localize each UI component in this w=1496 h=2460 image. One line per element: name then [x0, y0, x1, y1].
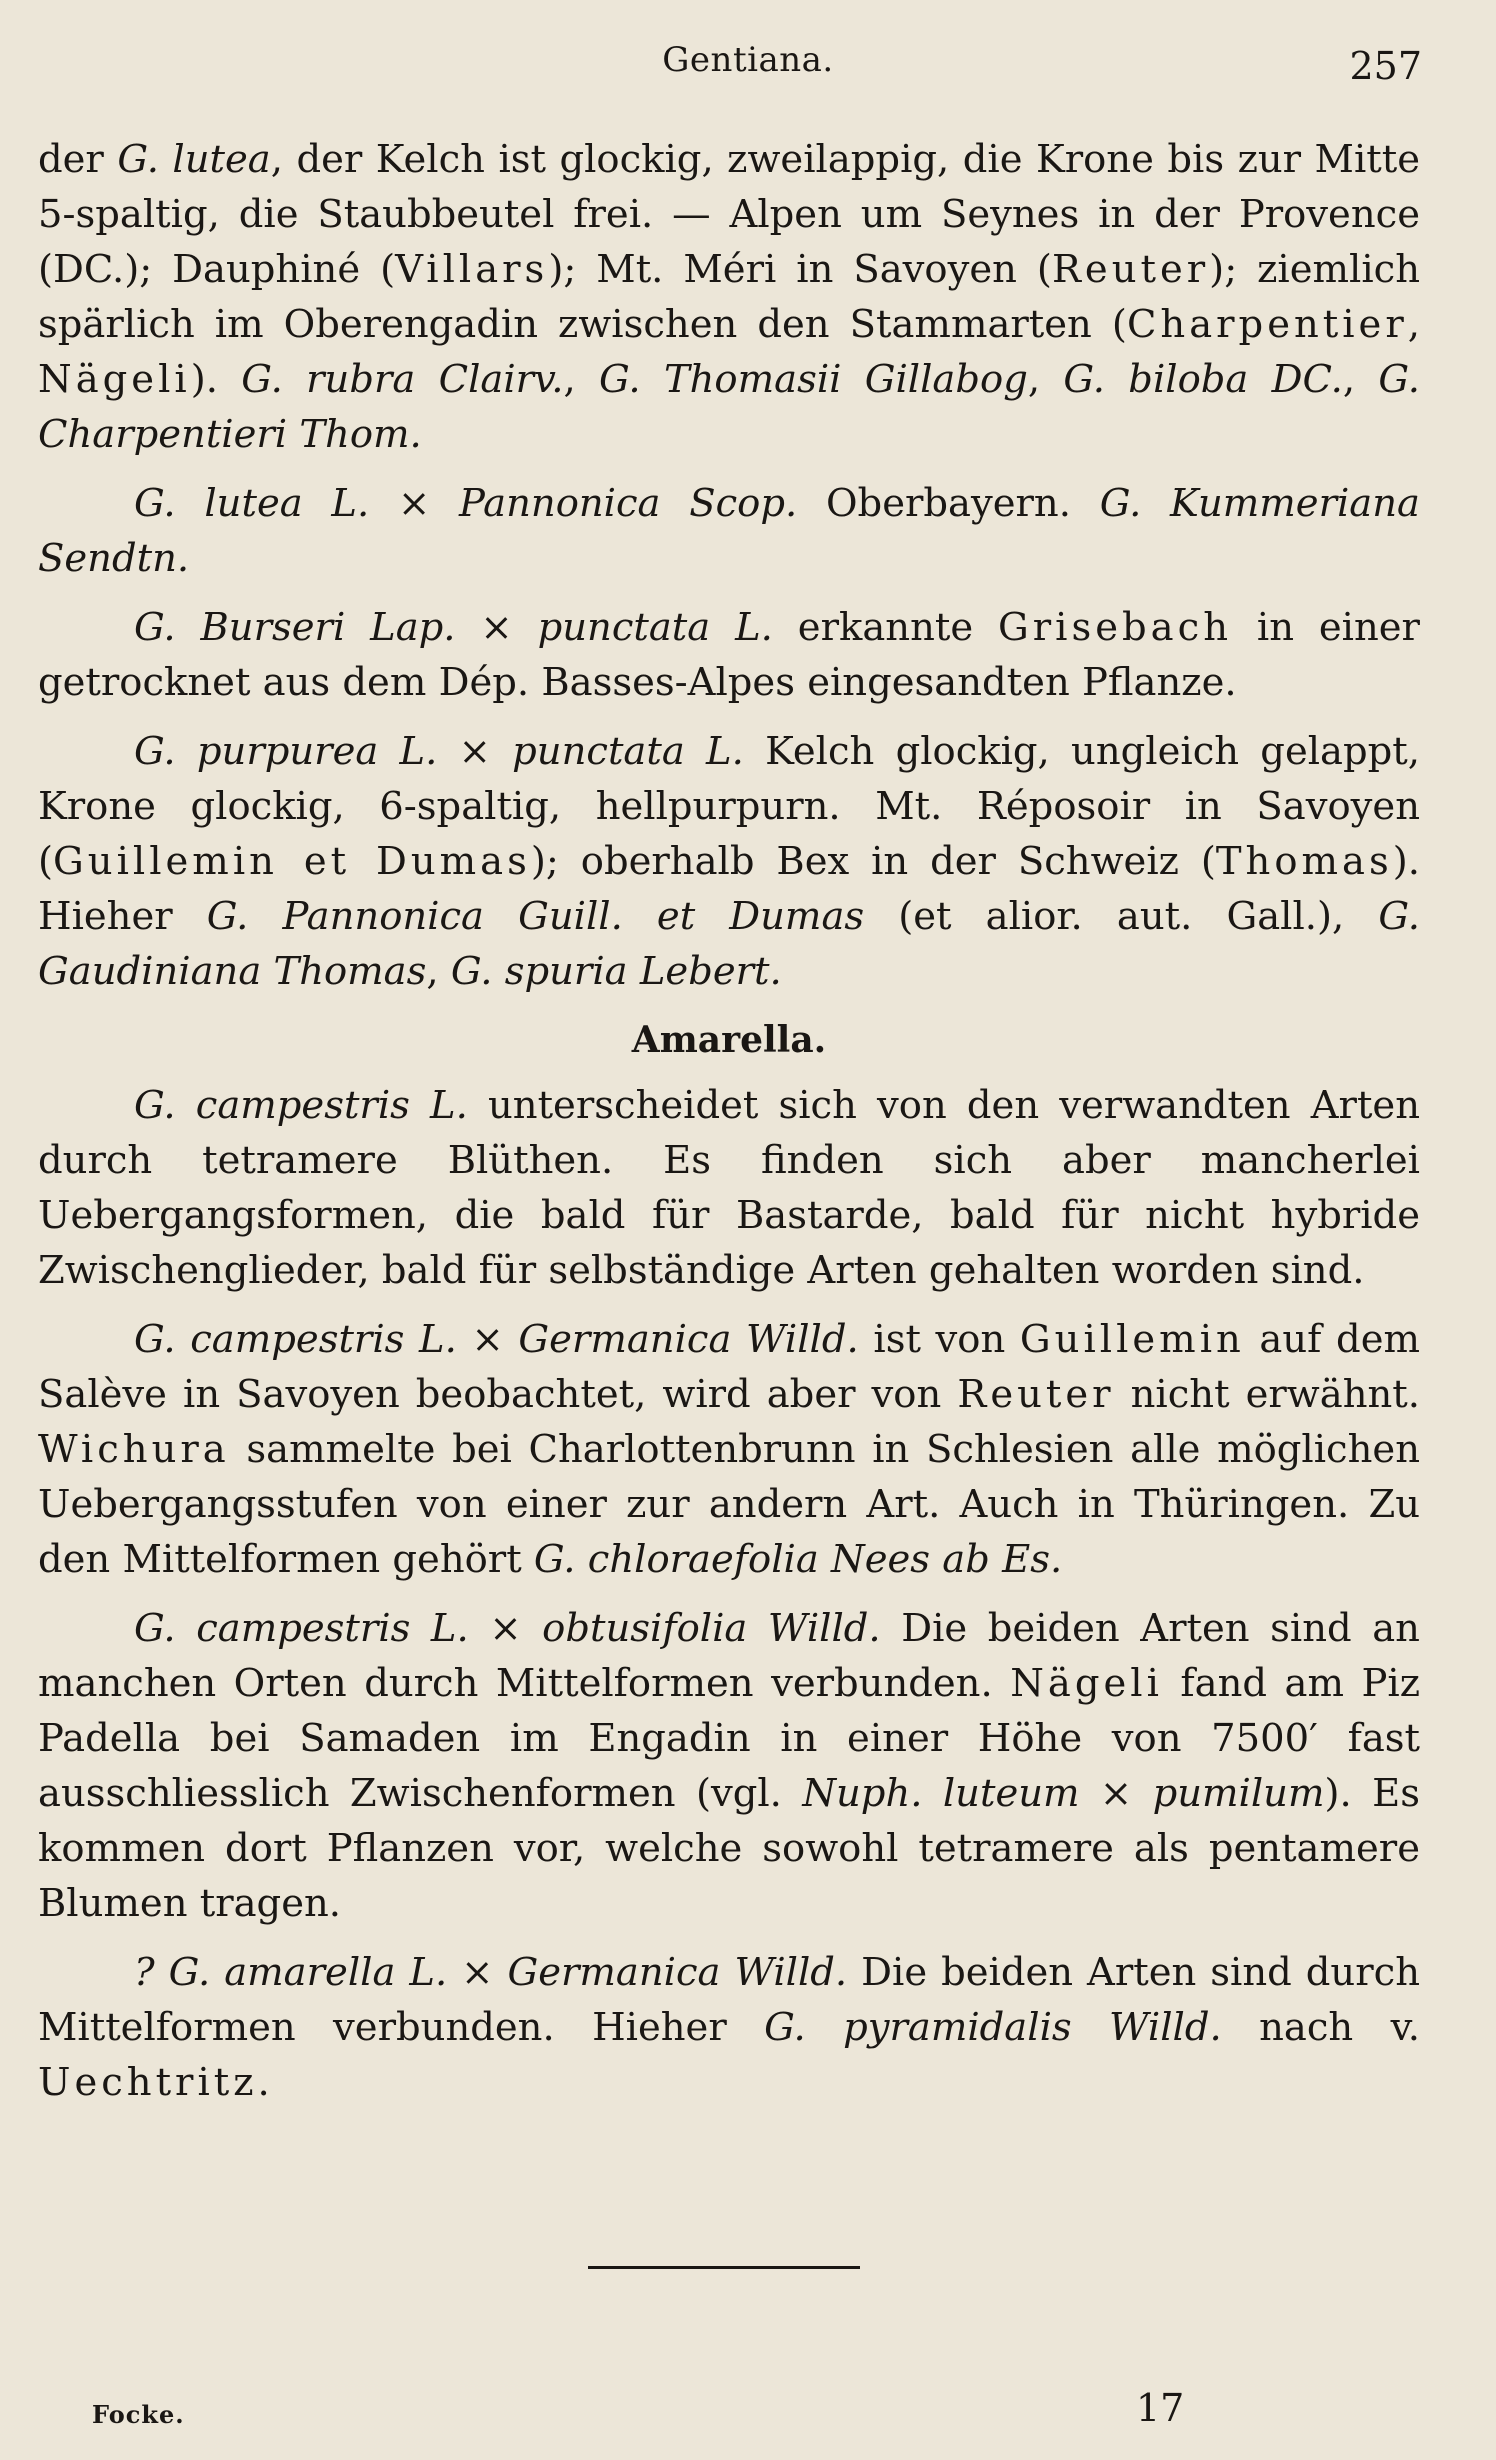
paragraph-lutea-pannonica: G. lutea L. × Pannonica Scop. Oberbayern. G. Kummeriana Sendtn. — [38, 481, 1420, 581]
paragraph-campestris-intro: G. campestris L. unterscheidet sich von den verwandten Arten durch tetramere Blüthen. Es finden sich aber mancherlei Uebergangsformen, die bald für Bastarde, bald für nicht hybride Zwischenglieder, bald für selbständige Arten gehalten worden sind. — [38, 1083, 1420, 1293]
section-end-rule — [588, 2266, 860, 2269]
signature-sheet-number: 17 — [1136, 2386, 1185, 2430]
paragraph-purpurea-punctata: G. purpurea L. × punctata L. Kelch glockig, ungleich gelappt, Krone glockig, 6-spaltig, hellpurpurn. Mt. Réposoir in Savoyen (Guillemin et Dumas); oberhalb Bex in der Schweiz (Thomas). Hieher G. Pannonica Guill. et Dumas (et alior. aut. Gall.), G. Gaudiniana Thomas, G. spuria Lebert. — [38, 729, 1420, 994]
paragraph-amarella-germanica: ? G. amarella L. × Germanica Willd. Die beiden Arten sind durch Mittelformen verbunden. Hieher G. pyramidalis Willd. nach v. Uechtritz. — [38, 1950, 1420, 2105]
running-head-title: Gentiana. — [662, 40, 834, 80]
paragraph-lutea-continued: der G. lutea, der Kelch ist glockig, zweilappig, die Krone bis zur Mitte 5-spaltig, die Staubbeutel frei. — Alpen um Seynes in der Provence (DC.); Dauphiné (Villars); Mt. Méri in Savoyen (Reuter); ziemlich spärlich im Oberengadin zwischen den Stammarten (Charpentier, Nägeli). G. rubra Clairv., G. Thomasii Gillabog, G. biloba DC., G. Charpentieri Thom. — [38, 137, 1421, 457]
paragraph-campestris-germanica: G. campestris L. × Germanica Willd. ist von Guillemin auf dem Salève in Savoyen beobachtet, wird aber von Reuter nicht erwähnt. Wichura sammelte bei Charlottenbrunn in Schlesien alle möglichen Uebergangsstufen von einer zur andern Art. Auch in Thüringen. Zu den Mittelformen gehört G. chloraefolia Nees ab Es. — [38, 1317, 1421, 1582]
section-heading: Amarella. — [631, 1019, 827, 1061]
page-body — [38, 132, 1420, 2110]
paragraph-campestris-obtusifolia: G. campestris L. × obtusifolia Willd. Die beiden Arten sind an manchen Orten durch Mittelformen verbunden. Nägeli fand am Piz Padella bei Samaden im Engadin in einer Höhe von 7500′ fast ausschliesslich Zwischenformen (vgl. Nuph. luteum × pumilum). Es kommen dort Pflanzen vor, welche sowohl tetramere als pentamere Blumen tragen. — [38, 1606, 1420, 1926]
paragraph-burseri-punctata: G. Burseri Lap. × punctata L. erkannte Grisebach in einer getrocknet aus dem Dép. Basses-Alpes eingesandten Pflanze. — [38, 605, 1420, 705]
page-number: 257 — [1349, 44, 1422, 88]
signature-author: Focke. — [92, 2400, 185, 2429]
